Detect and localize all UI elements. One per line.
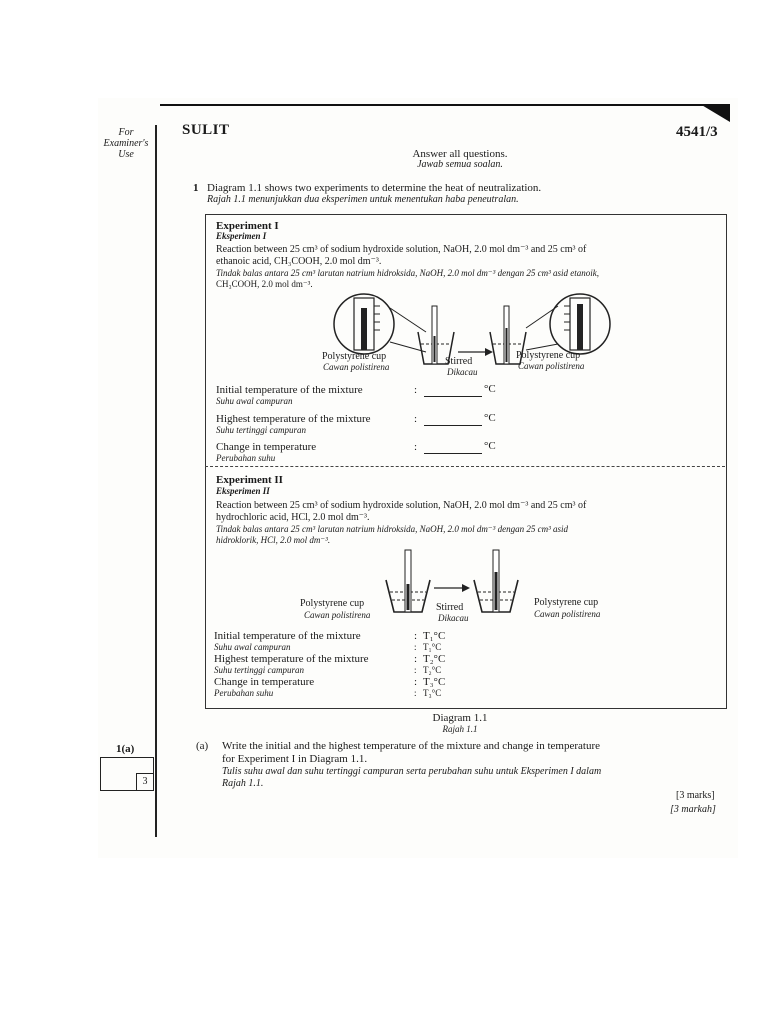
- question-number: 1: [193, 182, 199, 194]
- exp1-row-change-label: Change in temperature: [216, 441, 317, 453]
- exp2-row-2-value: T₁°C: [423, 642, 442, 652]
- experiment-1-title-ms: Eksperimen I: [216, 231, 267, 241]
- part-a-mark-value: 3: [136, 773, 153, 790]
- experiment-2-cup-right-label-ms: Cawan polistirena: [534, 609, 601, 619]
- part-a-text-ms-1: Tulis suhu awal dan suhu tertinggi campuran serta perubahan suhu untuk Eksperimen I dalam: [222, 766, 602, 777]
- exp1-row-change-colon: :: [414, 441, 418, 453]
- exp1-row-initial-unit: °C: [484, 383, 496, 395]
- part-a-mark-box: [100, 757, 154, 791]
- diagram-caption-en: Diagram 1.1: [432, 712, 488, 724]
- exp2-row-1-label: Initial temperature of the mixture: [214, 630, 361, 642]
- experiment-2-desc-ms-2: hidroklorik, HCl, 2.0 mol dm⁻³.: [216, 535, 331, 545]
- experiment-1-stirred-ms: Dikacau: [447, 367, 478, 377]
- experiment-2-cup-left-label: Polystyrene cup: [300, 598, 365, 609]
- diagram-caption-ms: Rajah 1.1: [442, 724, 478, 734]
- thermometer-zoom-left-icon: [334, 294, 426, 354]
- experiment-2-stirred-ms: Dikacau: [438, 613, 469, 623]
- paper-code: 4541/3: [676, 124, 718, 140]
- exp1-initial-answer-blank[interactable]: [424, 384, 482, 402]
- exp2-row-1-value: T₁°C: [423, 630, 446, 642]
- exp1-row-highest-colon: :: [414, 413, 418, 425]
- exp2-row-1-colon: :: [414, 630, 418, 642]
- exp1-row-highest-label-ms: Suhu tertinggi campuran: [216, 425, 306, 435]
- exp2-row-5-label: Change in temperature: [214, 676, 315, 688]
- experiment-1-cup-right-label-ms: Cawan polistirena: [518, 361, 585, 371]
- part-a-text-2: for Experiment I in Diagram 1.1.: [222, 753, 368, 765]
- examiner-line-2: Examiner's: [103, 138, 149, 149]
- experiment-2-title: Experiment II: [216, 474, 283, 486]
- exp1-row-change-label-ms: Perubahan suhu: [216, 453, 276, 463]
- exp2-row-2-label: Suhu awal campuran: [214, 642, 291, 652]
- experiment-1-stirred: Stirred: [445, 356, 473, 367]
- stirred-arrow-1-icon: [458, 348, 493, 356]
- exp2-row-4-value: T₂°C: [423, 665, 442, 675]
- exp2-row-3-value: T₂°C: [423, 653, 446, 665]
- experiment-1-title: Experiment I: [216, 220, 279, 232]
- thermometer-zoom-right-icon: [526, 294, 610, 354]
- polystyrene-cup-right-2-icon: [474, 550, 518, 612]
- exp1-row-highest-label: Highest temperature of the mixture: [216, 413, 371, 425]
- question-intro-ms: Rajah 1.1 menunjukkan dua eksperimen untuk menentukan haba peneutralan.: [207, 194, 519, 205]
- examiner-use-label: [100, 127, 152, 160]
- exp2-row-3-colon: :: [414, 653, 418, 665]
- header-rule: [160, 104, 725, 106]
- exp2-row-4-label: Suhu tertinggi campuran: [214, 665, 304, 675]
- experiment-1-desc-ms-1: Tindak balas antara 25 cm³ larutan natrium hidroksida, NaOH, 2.0 mol dm⁻³ dengan 25 cm³ asid etanoik,: [216, 268, 600, 278]
- examiner-line-1: For: [118, 127, 134, 138]
- experiment-2-cup-right-label: Polystyrene cup: [534, 597, 599, 608]
- experiment-2-desc-ms-1: Tindak balas antara 25 cm³ larutan natrium hidroksida, NaOH, 2.0 mol dm⁻³ dengan 25 cm³ asid: [216, 524, 569, 534]
- exp1-highest-answer-blank[interactable]: [424, 413, 482, 431]
- experiment-2-cup-left-label-ms: Cawan polistirena: [304, 610, 371, 620]
- experiment-1-desc-1: Reaction between 25 cm³ of sodium hydroxide solution, NaOH, 2.0 mol dm⁻³ and 25 cm³ of: [216, 244, 587, 255]
- exp2-row-2-colon: :: [414, 642, 417, 652]
- experiment-divider: [205, 466, 725, 467]
- experiment-2-stirred: Stirred: [436, 602, 464, 613]
- exp2-row-4-colon: :: [414, 665, 417, 675]
- experiment-2-desc-2: hydrochloric acid, HCl, 2.0 mol dm⁻³.: [216, 512, 370, 523]
- exp1-row-initial-colon: :: [414, 384, 418, 396]
- experiment-2-desc-1: Reaction between 25 cm³ of sodium hydroxide solution, NaOH, 2.0 mol dm⁻³ and 25 cm³ of: [216, 500, 587, 511]
- exp2-row-5-colon: :: [414, 676, 418, 688]
- experiment-1-desc-2: ethanoic acid, CH₃COOH, 2.0 mol dm⁻³.: [216, 256, 382, 267]
- part-a-marks-en: [3 marks]: [676, 790, 715, 801]
- exp1-row-highest-unit: °C: [484, 412, 496, 424]
- exp1-row-change-unit: °C: [484, 440, 496, 452]
- margin-rule: [155, 125, 157, 837]
- part-a-margin-label: 1(a): [116, 743, 135, 755]
- exp2-row-5-value: T₃°C: [423, 676, 446, 688]
- exp1-change-answer-blank[interactable]: [424, 441, 482, 459]
- examiner-line-3: Use: [118, 149, 134, 160]
- experiment-1-cup-left-label-ms: Cawan polistirena: [323, 362, 390, 372]
- part-a-letter: (a): [196, 740, 209, 752]
- experiment-1-cup-right-label: Polystyrene cup: [516, 350, 581, 361]
- stirred-arrow-2-icon: [434, 584, 470, 592]
- question-intro-en: Diagram 1.1 shows two experiments to determine the heat of neutralization.: [207, 182, 542, 194]
- exp2-row-6-value: T₃°C: [423, 688, 442, 698]
- instruction-ms: Jawab semua soalan.: [417, 159, 503, 170]
- exp1-row-initial-label-ms: Suhu awal campuran: [216, 396, 293, 406]
- experiment-2-title-ms: Eksperimen II: [216, 486, 270, 496]
- experiment-1-cup-left-label: Polystyrene cup: [322, 351, 387, 362]
- part-a-text-1: Write the initial and the highest temperature of the mixture and change in temperature: [222, 740, 600, 752]
- exp2-row-6-colon: :: [414, 688, 417, 698]
- part-a-text-ms-2: Rajah 1.1.: [222, 778, 264, 789]
- exp2-row-6-label: Perubahan suhu: [214, 688, 274, 698]
- instruction-en: Answer all questions.: [412, 148, 508, 160]
- part-a-marks-ms: [3 markah]: [670, 804, 716, 815]
- sulit-label: SULIT: [182, 122, 230, 138]
- experiment-1-desc-ms-2: CH₃COOH, 2.0 mol dm⁻³.: [216, 279, 313, 289]
- polystyrene-cup-left-2-icon: [386, 550, 430, 612]
- exp2-row-3-label: Highest temperature of the mixture: [214, 653, 369, 665]
- exp1-row-initial-label: Initial temperature of the mixture: [216, 384, 363, 396]
